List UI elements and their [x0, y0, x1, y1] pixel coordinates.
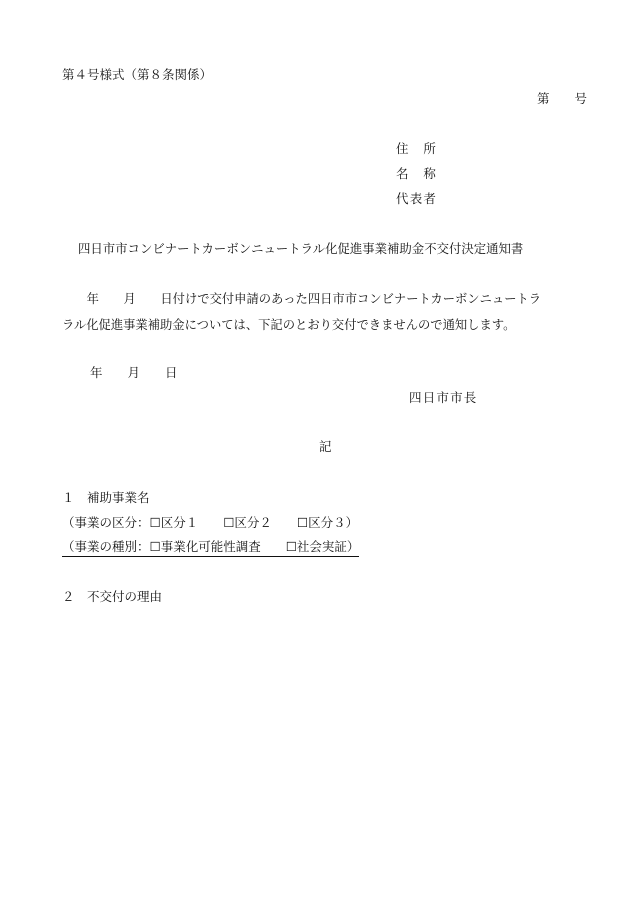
body-line-2: ラル化促進事業補助金については、下記のとおり交付できませんので通知します。: [62, 318, 516, 332]
form-number: 第４号様式（第８条関係）: [62, 67, 213, 82]
ki-heading: 記: [319, 439, 332, 454]
name-label: 名 称: [396, 166, 438, 181]
body-line-1: 年 月 日付けで交付申請のあった四日市市コンビナートカーボンニュートラ: [62, 292, 542, 306]
item1-category-line: （事業の区分：☐区分１ ☐区分２ ☐区分３）: [62, 515, 359, 530]
address-label: 住 所: [396, 141, 438, 156]
representative-label: 代表者: [396, 191, 438, 206]
item2-heading: ２ 不交付の理由: [62, 589, 163, 604]
item1-heading: １ 補助事業名: [62, 490, 150, 505]
document-title: 四日市市コンビナートカーボンニュートラル化促進事業補助金不交付決定通知書: [78, 241, 524, 256]
item1-type-line: （事業の種別：☐事業化可能性調査 ☐社会実証）: [62, 541, 359, 557]
notice-date: 年 月 日: [90, 365, 178, 380]
issuer: 四日市市長: [409, 390, 478, 405]
document-number: 第 号: [537, 91, 588, 106]
